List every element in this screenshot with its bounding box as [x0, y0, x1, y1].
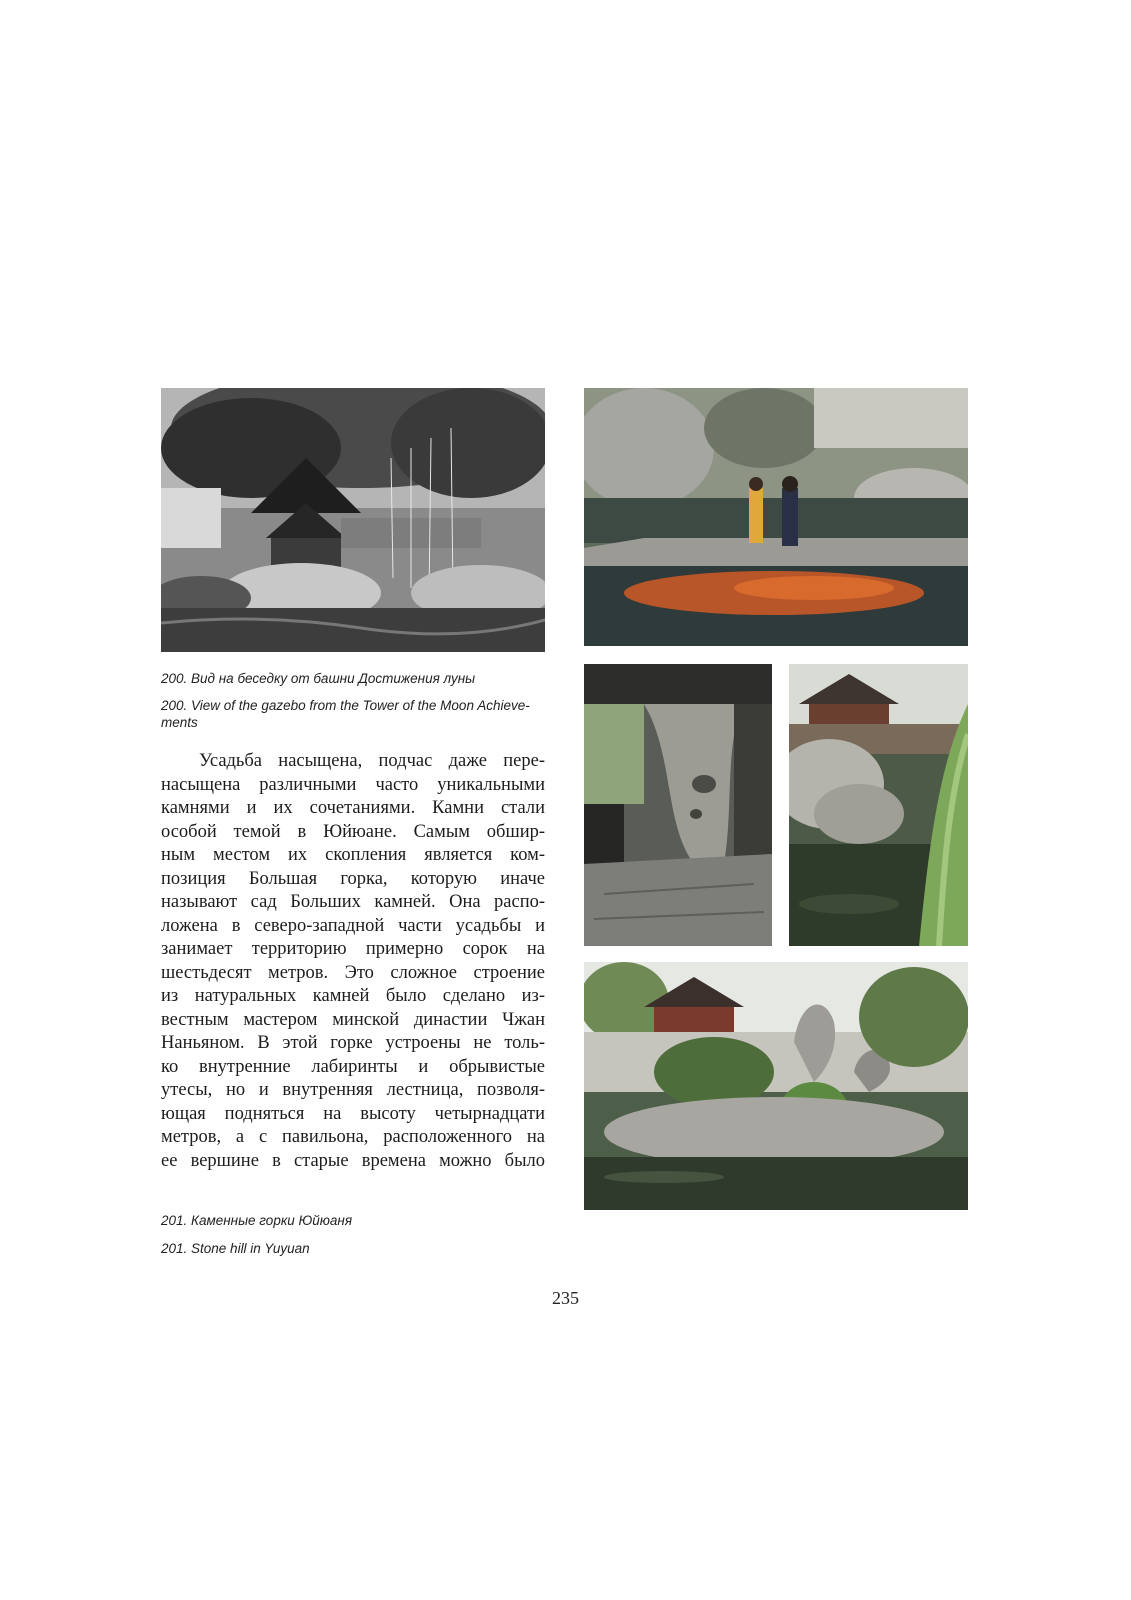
body-line: утесы, но и внутренняя лестница, позволя- — [161, 1080, 545, 1100]
body-line: из натуральных камней было сделано из- — [161, 986, 545, 1006]
body-line: камнями и их сочетаниями. Камни стали — [161, 798, 545, 818]
photo-stone-hill — [584, 962, 968, 1210]
body-line: занимает территорию примерно сорок на — [161, 939, 545, 959]
body-line: вестным мастером минской династии Чжан — [161, 1009, 545, 1030]
body-line: шестьдесят метров. Это сложное строение — [161, 962, 545, 983]
photo-pavilion-willow — [789, 664, 968, 946]
photo-koi-pond — [584, 388, 968, 646]
body-paragraph — [161, 750, 545, 1173]
body-line: называют сад Больших камней. Она распо- — [161, 892, 545, 912]
body-line: Наньяном. В этой горке устроены не толь- — [161, 1033, 545, 1053]
body-line: особой темой в Юйюане. Самым обшир- — [161, 821, 545, 842]
photo-grotto — [584, 664, 772, 946]
body-line: ным местом их скопления является ком- — [161, 845, 545, 865]
photo-gazebo-bw — [161, 388, 545, 652]
body-line: ложена в северо-западной части усадьбы и — [161, 915, 545, 936]
body-line: ющая подняться на высоту четырнадцати — [161, 1103, 545, 1124]
figure-201-caption-en: 201. Stone hill in Yuyuan — [161, 1241, 310, 1256]
body-line: ее вершине в старые времена можно было — [161, 1150, 545, 1171]
body-line: ко внутренние лабиринты и обрывистые — [161, 1056, 545, 1077]
body-line: позиция Большая горка, которую иначе — [161, 868, 545, 889]
body-line: насыщена различными часто уникальными — [161, 774, 545, 795]
body-line: метров, а с павильона, расположенного на — [161, 1127, 545, 1147]
figure-200-caption-en: 200. View of the gazebo from the Tower of the Moon Achieve-ments — [161, 698, 530, 730]
figure-200-caption-ru: 200. Вид на беседку от башни Достижения луны — [161, 671, 476, 686]
page-number: 235 — [552, 1288, 579, 1308]
figure-201-caption-ru: 201. Каменные горки Юйюаня — [161, 1213, 353, 1228]
body-line: Усадьба насыщена, подчас даже пере- — [199, 751, 545, 771]
